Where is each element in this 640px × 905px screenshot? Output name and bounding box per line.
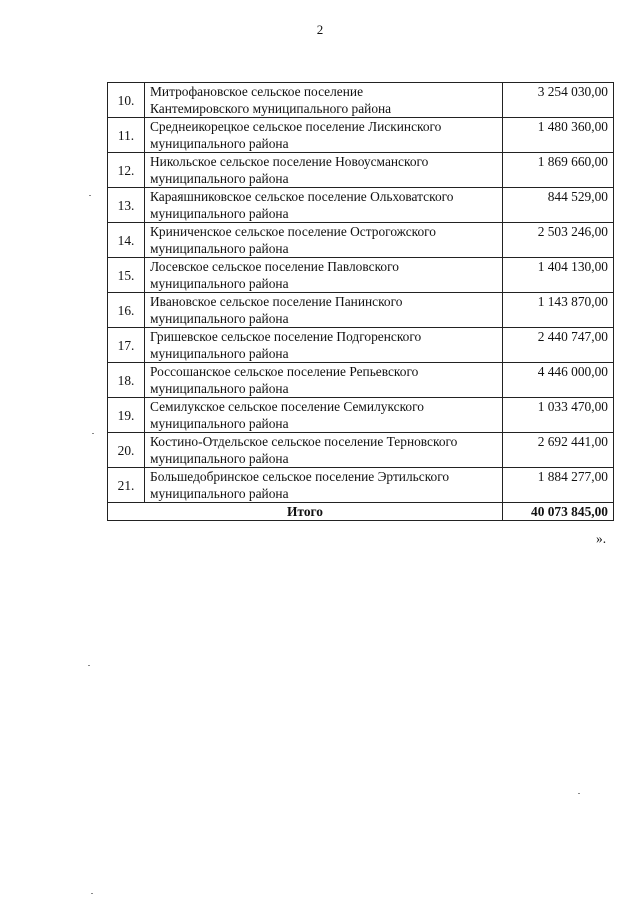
scan-speck bbox=[91, 893, 93, 894]
settlement-name-line2: муниципального района bbox=[150, 486, 289, 501]
amount-cell: 844 529,00 bbox=[503, 188, 614, 223]
settlement-name bbox=[145, 293, 503, 328]
row-number: 18. bbox=[108, 363, 145, 398]
settlement-name bbox=[145, 188, 503, 223]
row-number: 19. bbox=[108, 398, 145, 433]
amount-cell: 1 884 277,00 bbox=[503, 468, 614, 503]
closing-quote: ». bbox=[596, 531, 607, 546]
settlement-name-line2: муниципального района bbox=[150, 136, 289, 151]
settlement-name-line1: Караяшниковское сельское поселение Ольховатского bbox=[150, 189, 454, 204]
scan-speck bbox=[88, 665, 90, 666]
settlement-name-line1: Митрофановское сельское поселение bbox=[150, 84, 364, 99]
total-label: Итого bbox=[108, 503, 503, 521]
settlement-name bbox=[145, 468, 503, 503]
settlement-name-line1: Семилукское сельское поселение Семилукского bbox=[150, 399, 424, 414]
table-body bbox=[108, 83, 614, 521]
amount-cell: 3 254 030,00 bbox=[503, 83, 614, 118]
amount-cell: 1 869 660,00 bbox=[503, 153, 614, 188]
settlement-name bbox=[145, 223, 503, 258]
table-row bbox=[108, 118, 614, 153]
settlement-name bbox=[145, 363, 503, 398]
settlement-name-line2: муниципального района bbox=[150, 381, 289, 396]
row-number: 20. bbox=[108, 433, 145, 468]
row-number: 10. bbox=[108, 83, 145, 118]
settlement-name-line1: Костино-Отдельское сельское поселение Терновского bbox=[150, 434, 458, 449]
amount-cell: 1 404 130,00 bbox=[503, 258, 614, 293]
settlement-name-line1: Большедобринское сельское поселение Эртильского bbox=[150, 469, 450, 484]
table-row bbox=[108, 363, 614, 398]
row-number: 12. bbox=[108, 153, 145, 188]
settlement-name-line2: муниципального района bbox=[150, 451, 289, 466]
table-row bbox=[108, 328, 614, 363]
settlement-name bbox=[145, 118, 503, 153]
amount-cell: 4 446 000,00 bbox=[503, 363, 614, 398]
table-row bbox=[108, 433, 614, 468]
settlement-name-line2: муниципального района bbox=[150, 311, 289, 326]
amount-cell: 2 503 246,00 bbox=[503, 223, 614, 258]
table-row bbox=[108, 293, 614, 328]
total-amount: 40 073 845,00 bbox=[503, 503, 614, 521]
row-number: 21. bbox=[108, 468, 145, 503]
settlement-name bbox=[145, 83, 503, 118]
settlement-name bbox=[145, 153, 503, 188]
settlement-name-line2: муниципального района bbox=[150, 346, 289, 361]
amount-cell: 2 440 747,00 bbox=[503, 328, 614, 363]
amount-cell: 1 480 360,00 bbox=[503, 118, 614, 153]
allocation-table bbox=[107, 82, 614, 521]
table-row bbox=[108, 153, 614, 188]
row-number: 14. bbox=[108, 223, 145, 258]
settlement-name bbox=[145, 328, 503, 363]
settlement-name-line2: муниципального района bbox=[150, 241, 289, 256]
table-row bbox=[108, 258, 614, 293]
settlement-name bbox=[145, 398, 503, 433]
table-row bbox=[108, 468, 614, 503]
amount-cell: 2 692 441,00 bbox=[503, 433, 614, 468]
page-number: 2 bbox=[316, 22, 324, 37]
settlement-name-line1: Лосевское сельское поселение Павловского bbox=[150, 259, 399, 274]
total-row bbox=[108, 503, 614, 521]
amount-cell: 1 033 470,00 bbox=[503, 398, 614, 433]
settlement-name-line1: Гришевское сельское поселение Подгоренского bbox=[150, 329, 422, 344]
table-row bbox=[108, 83, 614, 118]
settlement-name-line2: муниципального района bbox=[150, 171, 289, 186]
settlement-name-line1: Россошанское сельское поселение Репьевского bbox=[150, 364, 419, 379]
settlement-name-line1: Ивановское сельское поселение Панинского bbox=[150, 294, 403, 309]
row-number: 13. bbox=[108, 188, 145, 223]
scan-speck bbox=[89, 195, 91, 196]
settlement-name bbox=[145, 258, 503, 293]
row-number: 16. bbox=[108, 293, 145, 328]
amount-cell: 1 143 870,00 bbox=[503, 293, 614, 328]
settlement-name-line1: Криниченское сельское поселение Острогожского bbox=[150, 224, 437, 239]
table-row bbox=[108, 398, 614, 433]
settlement-name-line1: Среднеикорецкое сельское поселение Лискинского bbox=[150, 119, 442, 134]
settlement-name-line2: муниципального района bbox=[150, 276, 289, 291]
row-number: 17. bbox=[108, 328, 145, 363]
table-row bbox=[108, 188, 614, 223]
row-number: 11. bbox=[108, 118, 145, 153]
settlement-name-line1: Никольское сельское поселение Новоусманского bbox=[150, 154, 429, 169]
settlement-name bbox=[145, 433, 503, 468]
scan-speck bbox=[578, 793, 580, 794]
row-number: 15. bbox=[108, 258, 145, 293]
settlement-name-line2: муниципального района bbox=[150, 206, 289, 221]
settlement-name-line2: муниципального района bbox=[150, 416, 289, 431]
settlement-name-line2: Кантемировского муниципального района bbox=[150, 101, 392, 116]
table-row bbox=[108, 223, 614, 258]
scan-speck bbox=[92, 433, 94, 434]
